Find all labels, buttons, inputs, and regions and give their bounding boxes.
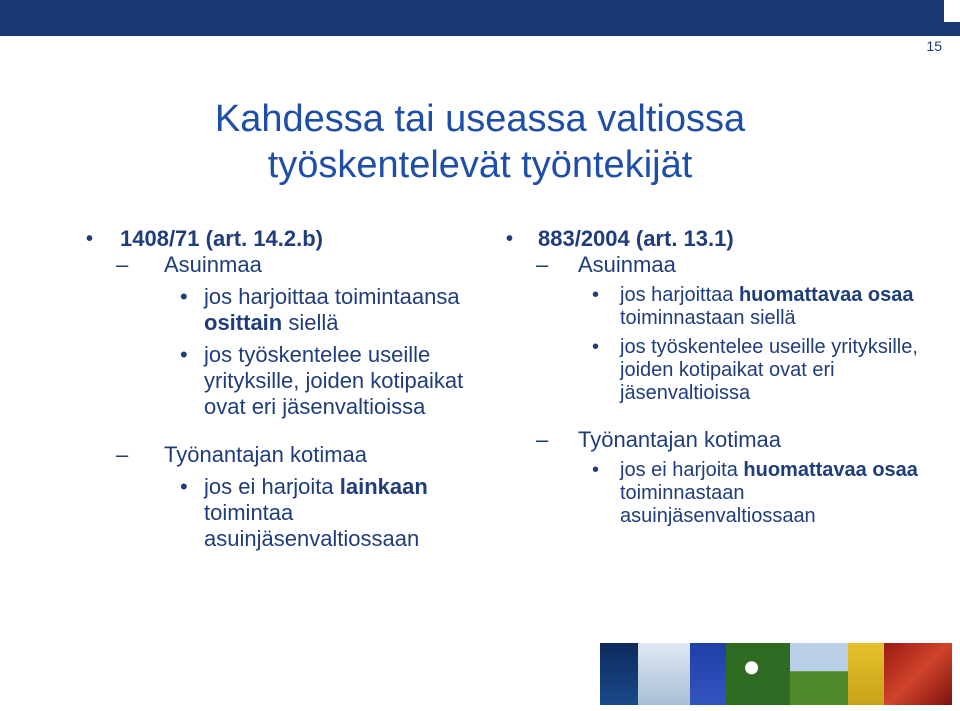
photo-blue-panel [690, 643, 726, 705]
dash-icon: – [116, 252, 129, 277]
photo-yellow [848, 643, 884, 705]
title-line-1: Kahdessa tai useassa valtiossa [214, 98, 746, 140]
photo-flowers [726, 643, 790, 705]
slide-title [0, 96, 960, 188]
left-column [80, 226, 490, 552]
bullet-icon: • [86, 228, 94, 250]
left-residence-label: – Asuinmaa [116, 252, 262, 277]
photo-field [790, 643, 848, 705]
list-item: • jos ei harjoita lainkaan toimintaa asuinjäsenvaltiossaan [180, 474, 428, 551]
dash-icon: – [116, 442, 129, 467]
bullet-icon: • [180, 474, 188, 499]
dash-icon: – [536, 252, 549, 277]
bullet-icon: • [506, 228, 514, 250]
bullet-icon: • [592, 459, 600, 481]
right-column [500, 226, 920, 528]
corner-mark [944, 0, 960, 22]
list-item: • jos harjoittaa toimintaansa osittain siellä [180, 284, 460, 335]
bullet-icon: • [180, 284, 188, 309]
top-bar [0, 0, 960, 36]
photo-blue [600, 643, 638, 705]
left-employer-label: – Työnantajan kotimaa [116, 442, 368, 467]
page-number: 15 [926, 38, 942, 54]
bullet-icon: • [592, 284, 600, 306]
photo-snow-tree [638, 643, 690, 705]
photo-leaves [884, 643, 952, 705]
title-line-2: työskentelevät työntekijät [267, 144, 693, 186]
left-heading: • 1408/71 (art. 14.2.b) [86, 226, 324, 251]
bullet-icon: • [180, 342, 188, 367]
list-item: • jos harjoittaa huomattavaa osaa toiminnastaan siellä [592, 284, 914, 329]
photo-strip [600, 643, 952, 705]
right-heading: • 883/2004 (art. 13.1) [506, 226, 734, 251]
list-item: • jos työskentelee useille yrityksille, joiden kotipaikat ovat eri jäsenvaltioissa [180, 342, 464, 419]
list-item: • jos ei harjoita huomattavaa osaa toiminnastaan asuinjäsenvaltiossaan [592, 459, 918, 527]
list-item: • jos työskentelee useille yrityksille, joiden kotipaikat ovat eri jäsenvaltioissa [592, 336, 918, 404]
right-residence-label: – Asuinmaa [536, 252, 676, 277]
right-employer-label: – Työnantajan kotimaa [536, 427, 782, 452]
dash-icon: – [536, 427, 549, 452]
bullet-icon: • [592, 336, 600, 358]
